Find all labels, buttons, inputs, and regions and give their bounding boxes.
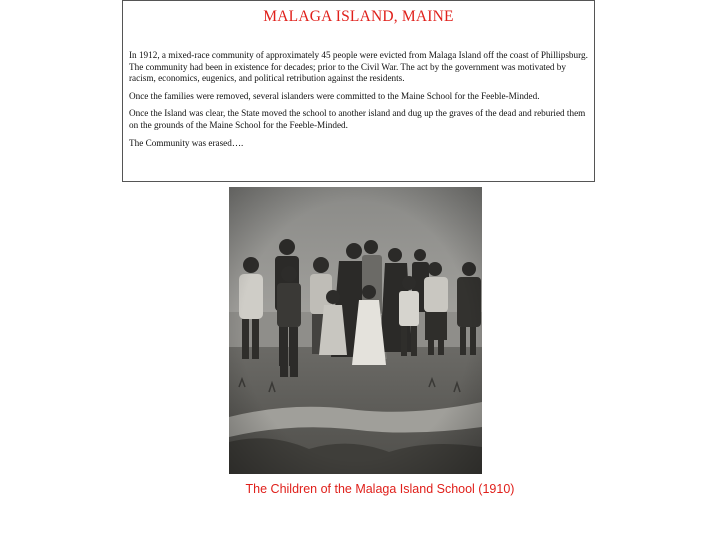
paragraph-graves: Once the Island was clear, the State moved the school to another island and dug up the graves of the dead and reburied them on the grounds of the Maine School for the Feeble-Minded.	[129, 108, 586, 130]
text-box	[122, 0, 595, 182]
slide-title: MALAGA ISLAND, MAINE	[263, 8, 454, 25]
paragraph-eviction: In 1912, a mixed-race community of approximately 45 people were evicted from Malaga Island off the coast of Phillipsburg. The community had been in existence for decades; prior to the Civil War. The act by the government was motivated by racism, economics, eugenics, and political retribution against the residents.	[129, 50, 588, 84]
body-text	[129, 50, 588, 149]
photo-caption: The Children of the Malaga Island School (1910)	[245, 482, 515, 496]
paragraph-erased: The Community was erased….	[129, 137, 244, 148]
paragraph-committed: Once the families were removed, several islanders were committed to the Maine School for the Feeble-Minded.	[129, 90, 540, 101]
historical-photo	[229, 187, 482, 474]
